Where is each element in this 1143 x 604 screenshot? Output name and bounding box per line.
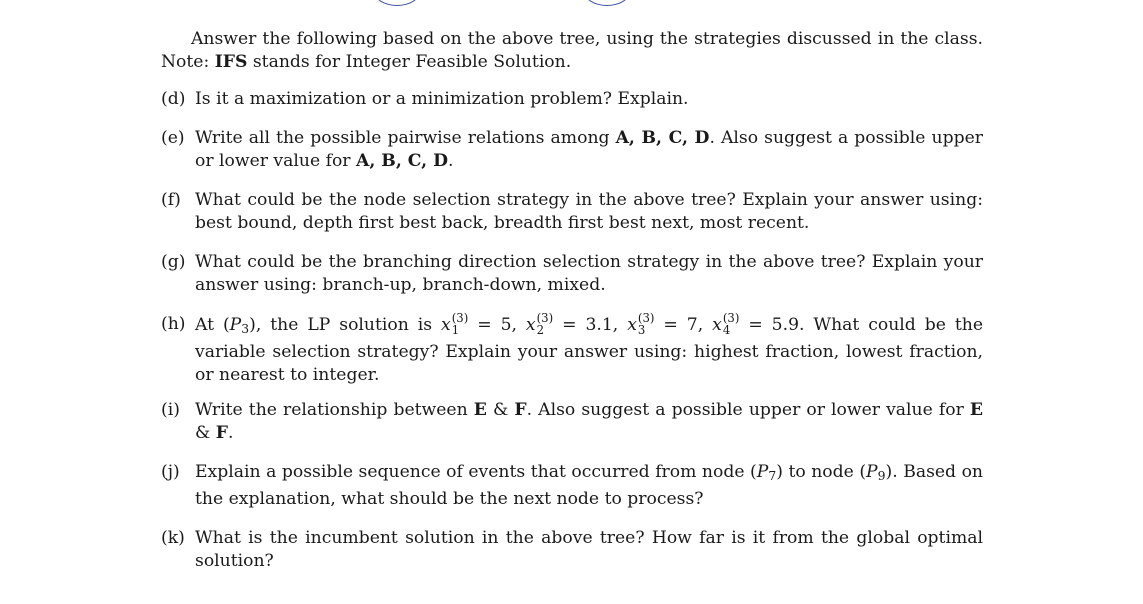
- math-value: = 7,: [654, 315, 713, 336]
- math-x3: x (3) 3: [627, 311, 655, 337]
- question-text: . Also suggest a possible upper or lower value for: [526, 400, 970, 421]
- question-text: What could be the branching direction selection strategy in the above tree? Explain your answer using: branch-up, branch-down, mixed.: [195, 252, 983, 295]
- bold-variable: F: [215, 423, 228, 444]
- question-label: (f): [161, 190, 181, 210]
- bold-variables: A, B, C, D: [355, 151, 449, 171]
- math-p3: $P_3$: [229, 315, 250, 337]
- math-value: = 3.1,: [553, 315, 628, 336]
- bold-variable: E: [969, 400, 984, 421]
- question-text: Explain a possible sequence of events that occurred from node (: [195, 462, 757, 483]
- question-text: Write all the possible pairwise relations among: [195, 128, 616, 148]
- math-p7: $P_7$: [756, 462, 777, 484]
- question-f: [161, 189, 983, 235]
- question-label: (k): [161, 528, 185, 549]
- intro-text-end: stands for Integer Feasible Solution.: [247, 52, 572, 72]
- question-label: (j): [161, 462, 180, 483]
- question-text: What could be the node selection strategy in the above tree? Explain your answer using: best bound, depth first best back, breadth first best next, most recent.: [195, 190, 983, 233]
- question-d: [161, 88, 983, 111]
- math-x2: x (3) 2: [525, 311, 554, 337]
- bold-variable: E: [473, 400, 487, 421]
- question-text: Write the relationship between: [195, 400, 474, 421]
- bold-variables: A, B, C, D: [615, 128, 710, 148]
- tree-node-partial: [583, 0, 631, 6]
- question-text: .: [227, 423, 234, 444]
- question-text: Is it a maximization or a minimization problem? Explain.: [195, 89, 689, 109]
- question-text: ) to node (: [776, 462, 867, 483]
- question-i: (i) Write the relationship between E & F. Also suggest a possible upper or lower value for E & F.: [161, 400, 984, 444]
- question-text: ). Based on the explanation, what should be the next node to process?: [195, 462, 983, 510]
- math-x1: x (3) 1: [441, 311, 469, 337]
- math-p9: $P_9$: [866, 462, 886, 484]
- math-value: = 5,: [468, 315, 526, 336]
- question-label: (e): [161, 128, 185, 148]
- question-h: [161, 313, 983, 387]
- question-label: (d): [161, 89, 186, 109]
- math-value: = 5.9.: [739, 315, 805, 336]
- question-e: [161, 127, 983, 173]
- intro-text: Answer the following based on the above tree, using the strategies discussed in the class. Note:: [161, 29, 983, 72]
- question-k: [161, 527, 983, 573]
- question-text: ), the LP solution is: [249, 315, 442, 336]
- question-text: .: [448, 151, 454, 171]
- question-label: (h): [161, 314, 186, 334]
- question-text: . Also suggest a possible upper or lower value for: [195, 128, 983, 171]
- question-label: (i): [161, 400, 180, 421]
- math-x4: x (3) 4: [712, 311, 740, 337]
- question-g: [161, 251, 983, 297]
- bold-variable: F: [514, 400, 527, 421]
- ifs-term: IFS: [214, 52, 248, 72]
- question-sheet: [161, 28, 983, 589]
- tree-node-partial: [373, 0, 421, 6]
- question-text: What could be the variable selection strategy? Explain your answer using: highest fraction, lowest fraction, or nearest to integer.: [195, 315, 984, 386]
- question-j: [161, 461, 983, 511]
- intro-paragraph: [161, 28, 983, 74]
- question-label: (g): [161, 252, 186, 272]
- question-text: At (: [195, 315, 230, 336]
- question-text: What is the incumbent solution in the above tree? How far is it from the global optimal solution?: [195, 528, 983, 572]
